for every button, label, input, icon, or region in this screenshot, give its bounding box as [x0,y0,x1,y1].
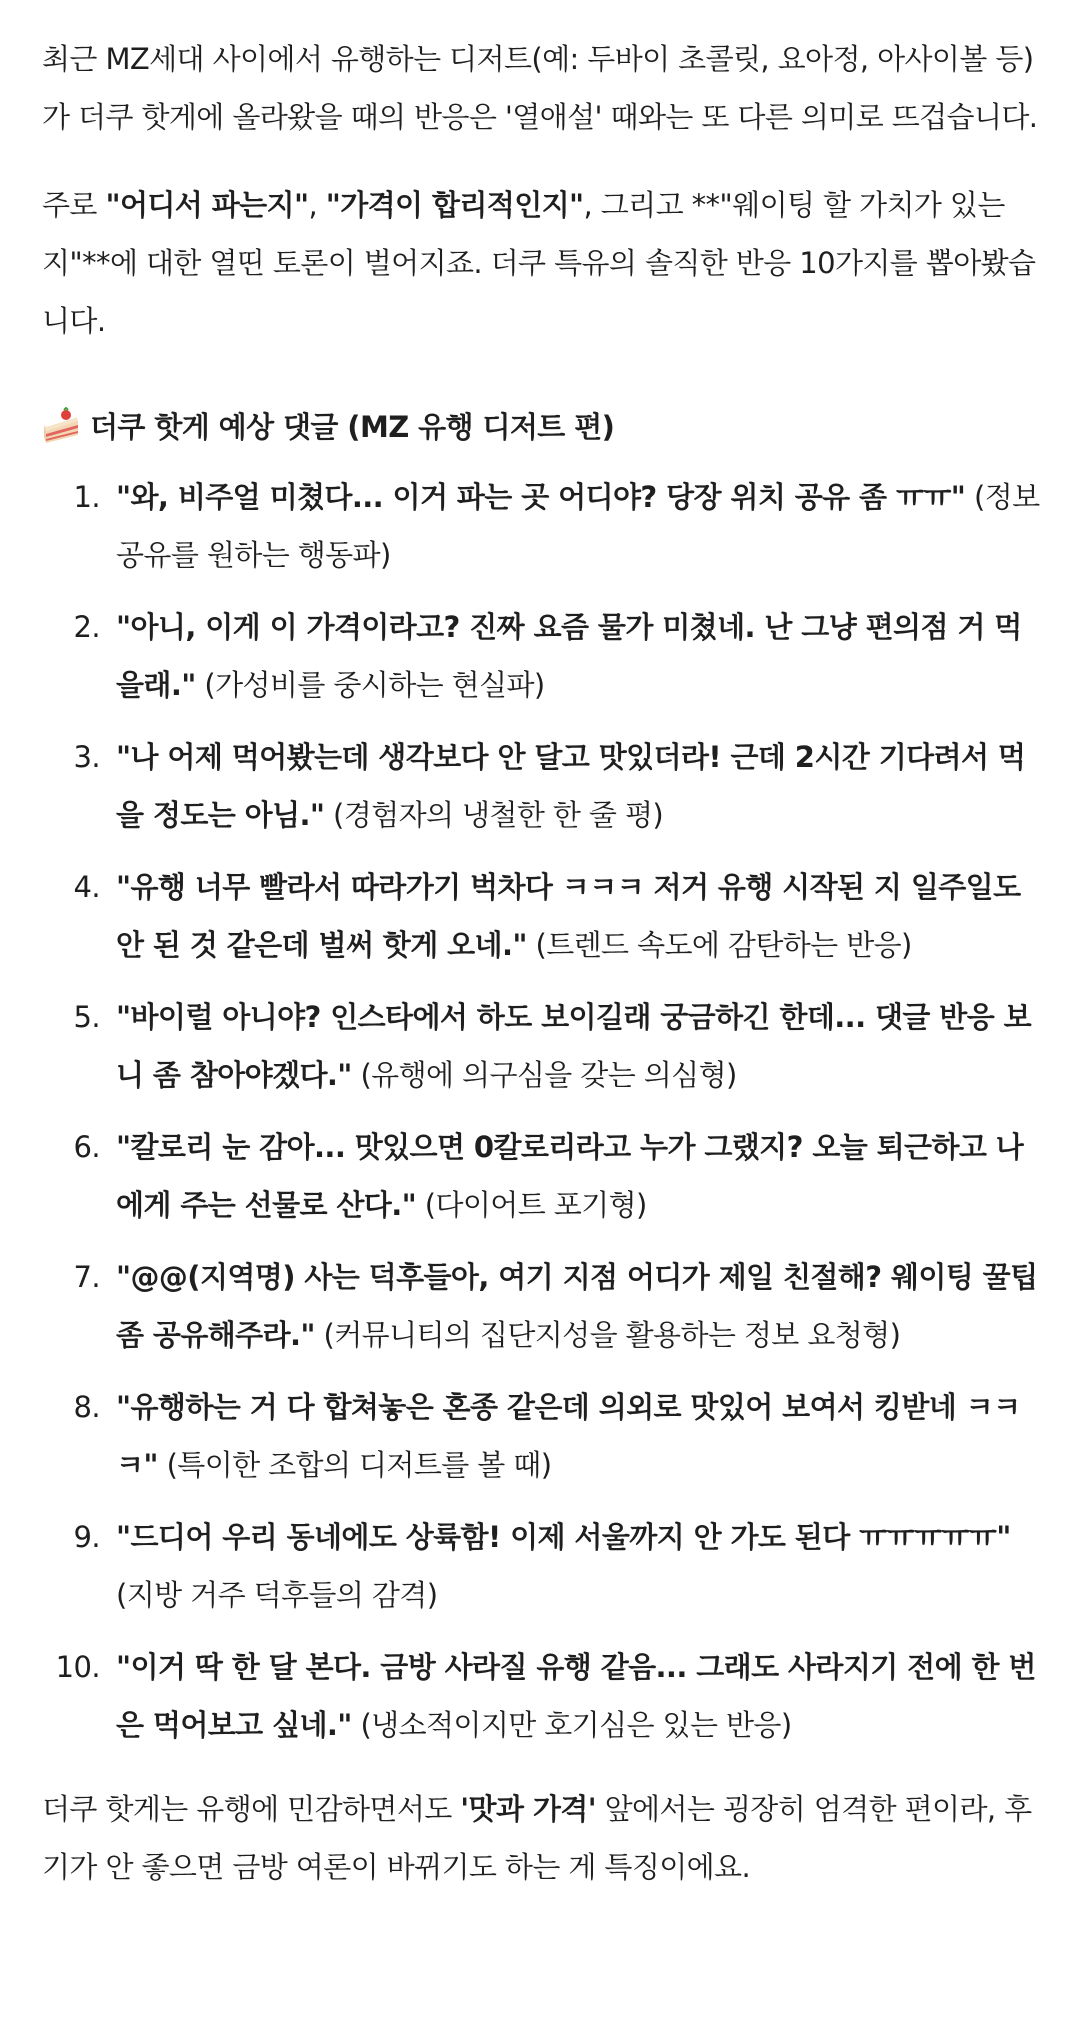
comment-quote: "드디어 우리 동네에도 상륙함! 이제 서울까지 안 가도 된다 ㅠㅠㅠㅠㅠ" [116,1520,1011,1554]
list-number: 9. [73,1520,100,1554]
list-number: 1. [73,480,100,514]
comment-note: (경험자의 냉철한 한 줄 평) [333,798,664,832]
comment-quote: "바이럴 아니야? 인스타에서 하도 보이길래 궁금하긴 한데... 댓글 반응 보니 좀 참아야겠다." [116,1000,1032,1092]
section-heading [42,398,1041,456]
intro-2-bold-2: "가격이 합리적인지" [325,188,584,222]
intro-2-mid-1: , [308,188,326,222]
comment-quote: "나 어제 먹어봤는데 생각보다 안 달고 맛있더라! 근데 2시간 기다려서 먹을 정도는 아님." [116,740,1026,832]
comment-note: (유행에 의구심을 갖는 의심형) [360,1058,737,1092]
list-item [42,728,1041,844]
comment-list [42,468,1041,1754]
comment-quote: "아니, 이게 이 가격이라고? 진짜 요즘 물가 미쳤네. 난 그냥 편의점 거 먹을래." [116,610,1022,702]
intro-2-pre: 주로 [42,188,106,222]
intro-2-bold-1: "어디서 파는지" [105,188,309,222]
outro-paragraph [42,1780,1041,1896]
list-number: 4. [73,870,100,904]
list-item [42,1248,1041,1364]
outro-post: 앞에서는 굉장히 엄격한 편이라, 후기가 안 좋으면 금방 여론이 바뀌기도 하는 게 특징이에요. [42,1792,1032,1884]
list-item [42,1508,1041,1624]
list-number: 3. [73,740,100,774]
intro-2-mid-2: , 그리고 **"웨이팅 할 가치가 있는지"**에 대한 열띤 토론이 벌어지죠. 더쿠 특유의 솔직한 반응 10가지를 뽑아봤습니다. [42,188,1036,338]
comment-note: (냉소적이지만 호기심은 있는 반응) [360,1708,792,1742]
comment-note: (지방 거주 덕후들의 감격) [116,1578,438,1612]
list-number: 6. [73,1130,100,1164]
list-item [42,988,1041,1104]
comment-quote: "@@(지역명) 사는 덕후들아, 여기 지점 어디가 제일 친절해? 웨이팅 꿀팁 좀 공유해주라." [116,1260,1038,1352]
comment-note: (트렌드 속도에 감탄하는 반응) [535,928,912,962]
list-number: 8. [73,1390,100,1424]
outro-pre: 더쿠 핫게는 유행에 민감하면서도 [42,1792,461,1826]
list-item [42,468,1041,584]
comment-quote: "유행 너무 빨라서 따라가기 벅차다 ㅋㅋㅋ 저거 유행 시작된 지 일주일도 안 된 것 같은데 벌써 핫게 오네." [116,870,1021,962]
comment-note: (정보 공유를 원하는 행동파) [116,480,1040,572]
comment-quote: "이거 딱 한 달 본다. 금방 사라질 유행 같음... 그래도 사라지기 전에 한 번은 먹어보고 싶네." [116,1650,1036,1742]
list-number: 2. [73,610,100,644]
list-number: 10. [55,1650,100,1684]
intro-paragraph-2 [42,176,1041,350]
list-item [42,598,1041,714]
comment-note: (가성비를 중시하는 현실파) [204,668,545,702]
comment-note: (커뮤니티의 집단지성을 활용하는 정보 요청형) [323,1318,901,1352]
comment-quote: "칼로리 눈 감아... 맛있으면 0칼로리라고 누가 그랬지? 오늘 퇴근하고 나에게 주는 선물로 산다." [116,1130,1024,1222]
list-item [42,1118,1041,1234]
list-item [42,858,1041,974]
outro-bold: '맛과 가격' [460,1792,596,1826]
section-heading-text: 더쿠 핫게 예상 댓글 (MZ 유행 디저트 편) [90,410,615,444]
intro-paragraph-1: 최근 MZ세대 사이에서 유행하는 디저트(예: 두바이 초콜릿, 요아정, 아사이볼 등)가 더쿠 핫게에 올라왔을 때의 반응은 '열애설' 때와는 또 다른 의미로 뜨겁습니다. [42,42,1038,134]
list-item [42,1378,1041,1494]
list-number: 5. [73,1000,100,1034]
comment-quote: "와, 비주얼 미쳤다... 이거 파는 곳 어디야? 당장 위치 공유 좀 ㅠㅠ" [116,480,966,514]
comment-note: (다이어트 포기형) [424,1188,647,1222]
shortcake-icon [42,407,80,447]
list-item [42,1638,1041,1754]
list-number: 7. [73,1260,100,1294]
comment-quote: "유행하는 거 다 합쳐놓은 혼종 같은데 의외로 맛있어 보여서 킹받네 ㅋㅋㅋ" [116,1390,1021,1482]
comment-note: (특이한 조합의 디저트를 볼 때) [166,1448,552,1482]
